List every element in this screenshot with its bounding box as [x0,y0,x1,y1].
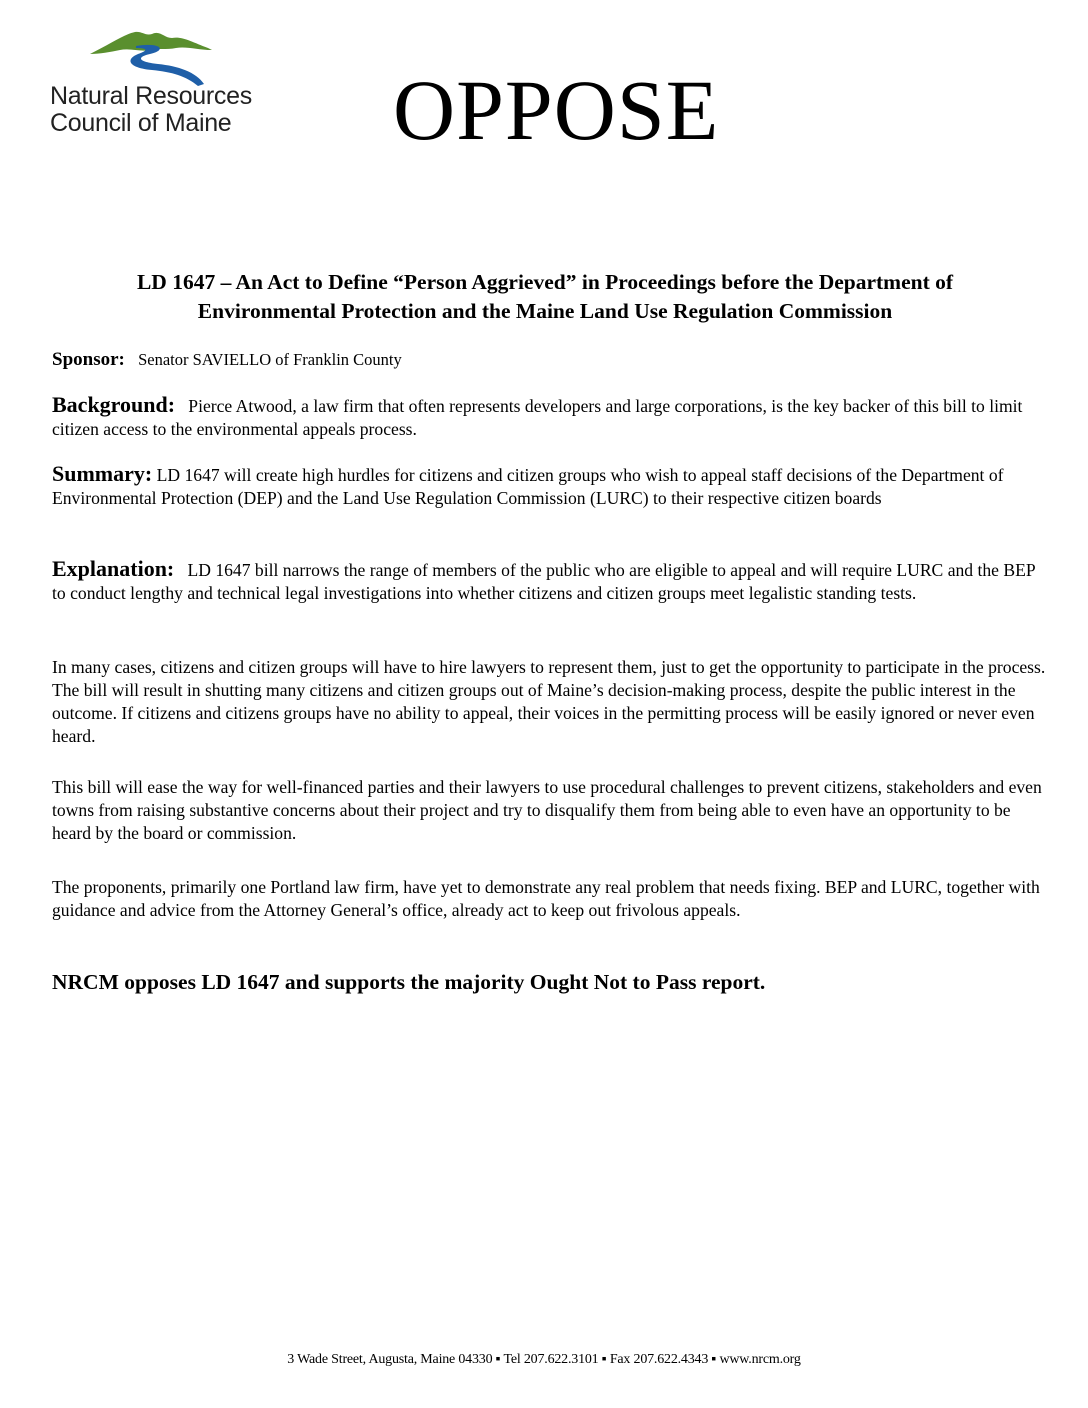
logo-line-1: Natural Resources [50,82,252,110]
body-paragraph: This bill will ease the way for well-financed parties and their lawyers to use procedural challenges to prevent citizens, stakeholders and even towns from raising substantive concerns about their project and try to disqualify them from being able to even have an opportunity to be heard by the board or commission. [52,777,1042,843]
explanation-label: Explanation: [52,556,175,581]
mountain-river-icon [90,28,230,88]
body-paragraph: The proponents, primarily one Portland law firm, have yet to demonstrate any real problem that needs fixing. BEP and LURC, together with guidance and advice from the Attorney General’s office, already act to keep out frivolous appeals. [52,877,1040,920]
sponsor-text: Senator SAVIELLO of Franklin County [138,350,402,369]
stance-heading: OPPOSE [393,62,720,158]
bill-title-line-1: LD 1647 – An Act to Define “Person Aggrieved” in Proceedings before the Department of [136,270,954,294]
summary-text: LD 1647 will create high hurdles for citizens and citizen groups who wish to appeal staff decisions of the Department of Environmental Protection (DEP) and the Land Use Regulation Commission (LURC) to their respective citizen boards [52,465,1004,508]
bill-title [40,268,1050,326]
sponsor-label: Sponsor: [52,349,125,370]
footer-contact: 3 Wade Street, Augusta, Maine 04330 ▪ Tel 207.622.3101 ▪ Fax 207.622.4343 ▪ www.nrcm.org [287,1352,801,1367]
background-text: Pierce Atwood, a law firm that often represents developers and large corporations, is the key backer of this bill to limit citizen access to the environmental appeals process. [52,396,1023,439]
body-paragraph: In many cases, citizens and citizen groups will have to hire lawyers to represent them, just to get the opportunity to participate in the process. The bill will result in shutting many citizens and citizen groups out of Maine’s decision-making process, despite the public interest in the outcome. If citizens and citizens groups have no ability to appeal, their voices in the permitting process will be easily ignored or never even heard. [52,657,1046,746]
background-label: Background: [52,392,176,417]
closing-statement: NRCM opposes LD 1647 and supports the majority Ought Not to Pass report. [52,970,766,994]
nrcm-logo [48,28,268,140]
explanation-text: LD 1647 bill narrows the range of members of the public who are eligible to appeal and will require LURC and the BEP to conduct lengthy and technical legal investigations into whether citizens and citizen groups meet legalistic standing tests. [52,560,1036,603]
bill-title-line-2: Environmental Protection and the Maine Land Use Regulation Commission [197,299,893,323]
explanation-section [52,557,1052,605]
background-section [52,393,1052,441]
logo-line-2: Council of Maine [50,109,232,137]
summary-section [52,462,1052,510]
summary-label: Summary: [52,461,153,486]
sponsor-section [52,348,1052,371]
